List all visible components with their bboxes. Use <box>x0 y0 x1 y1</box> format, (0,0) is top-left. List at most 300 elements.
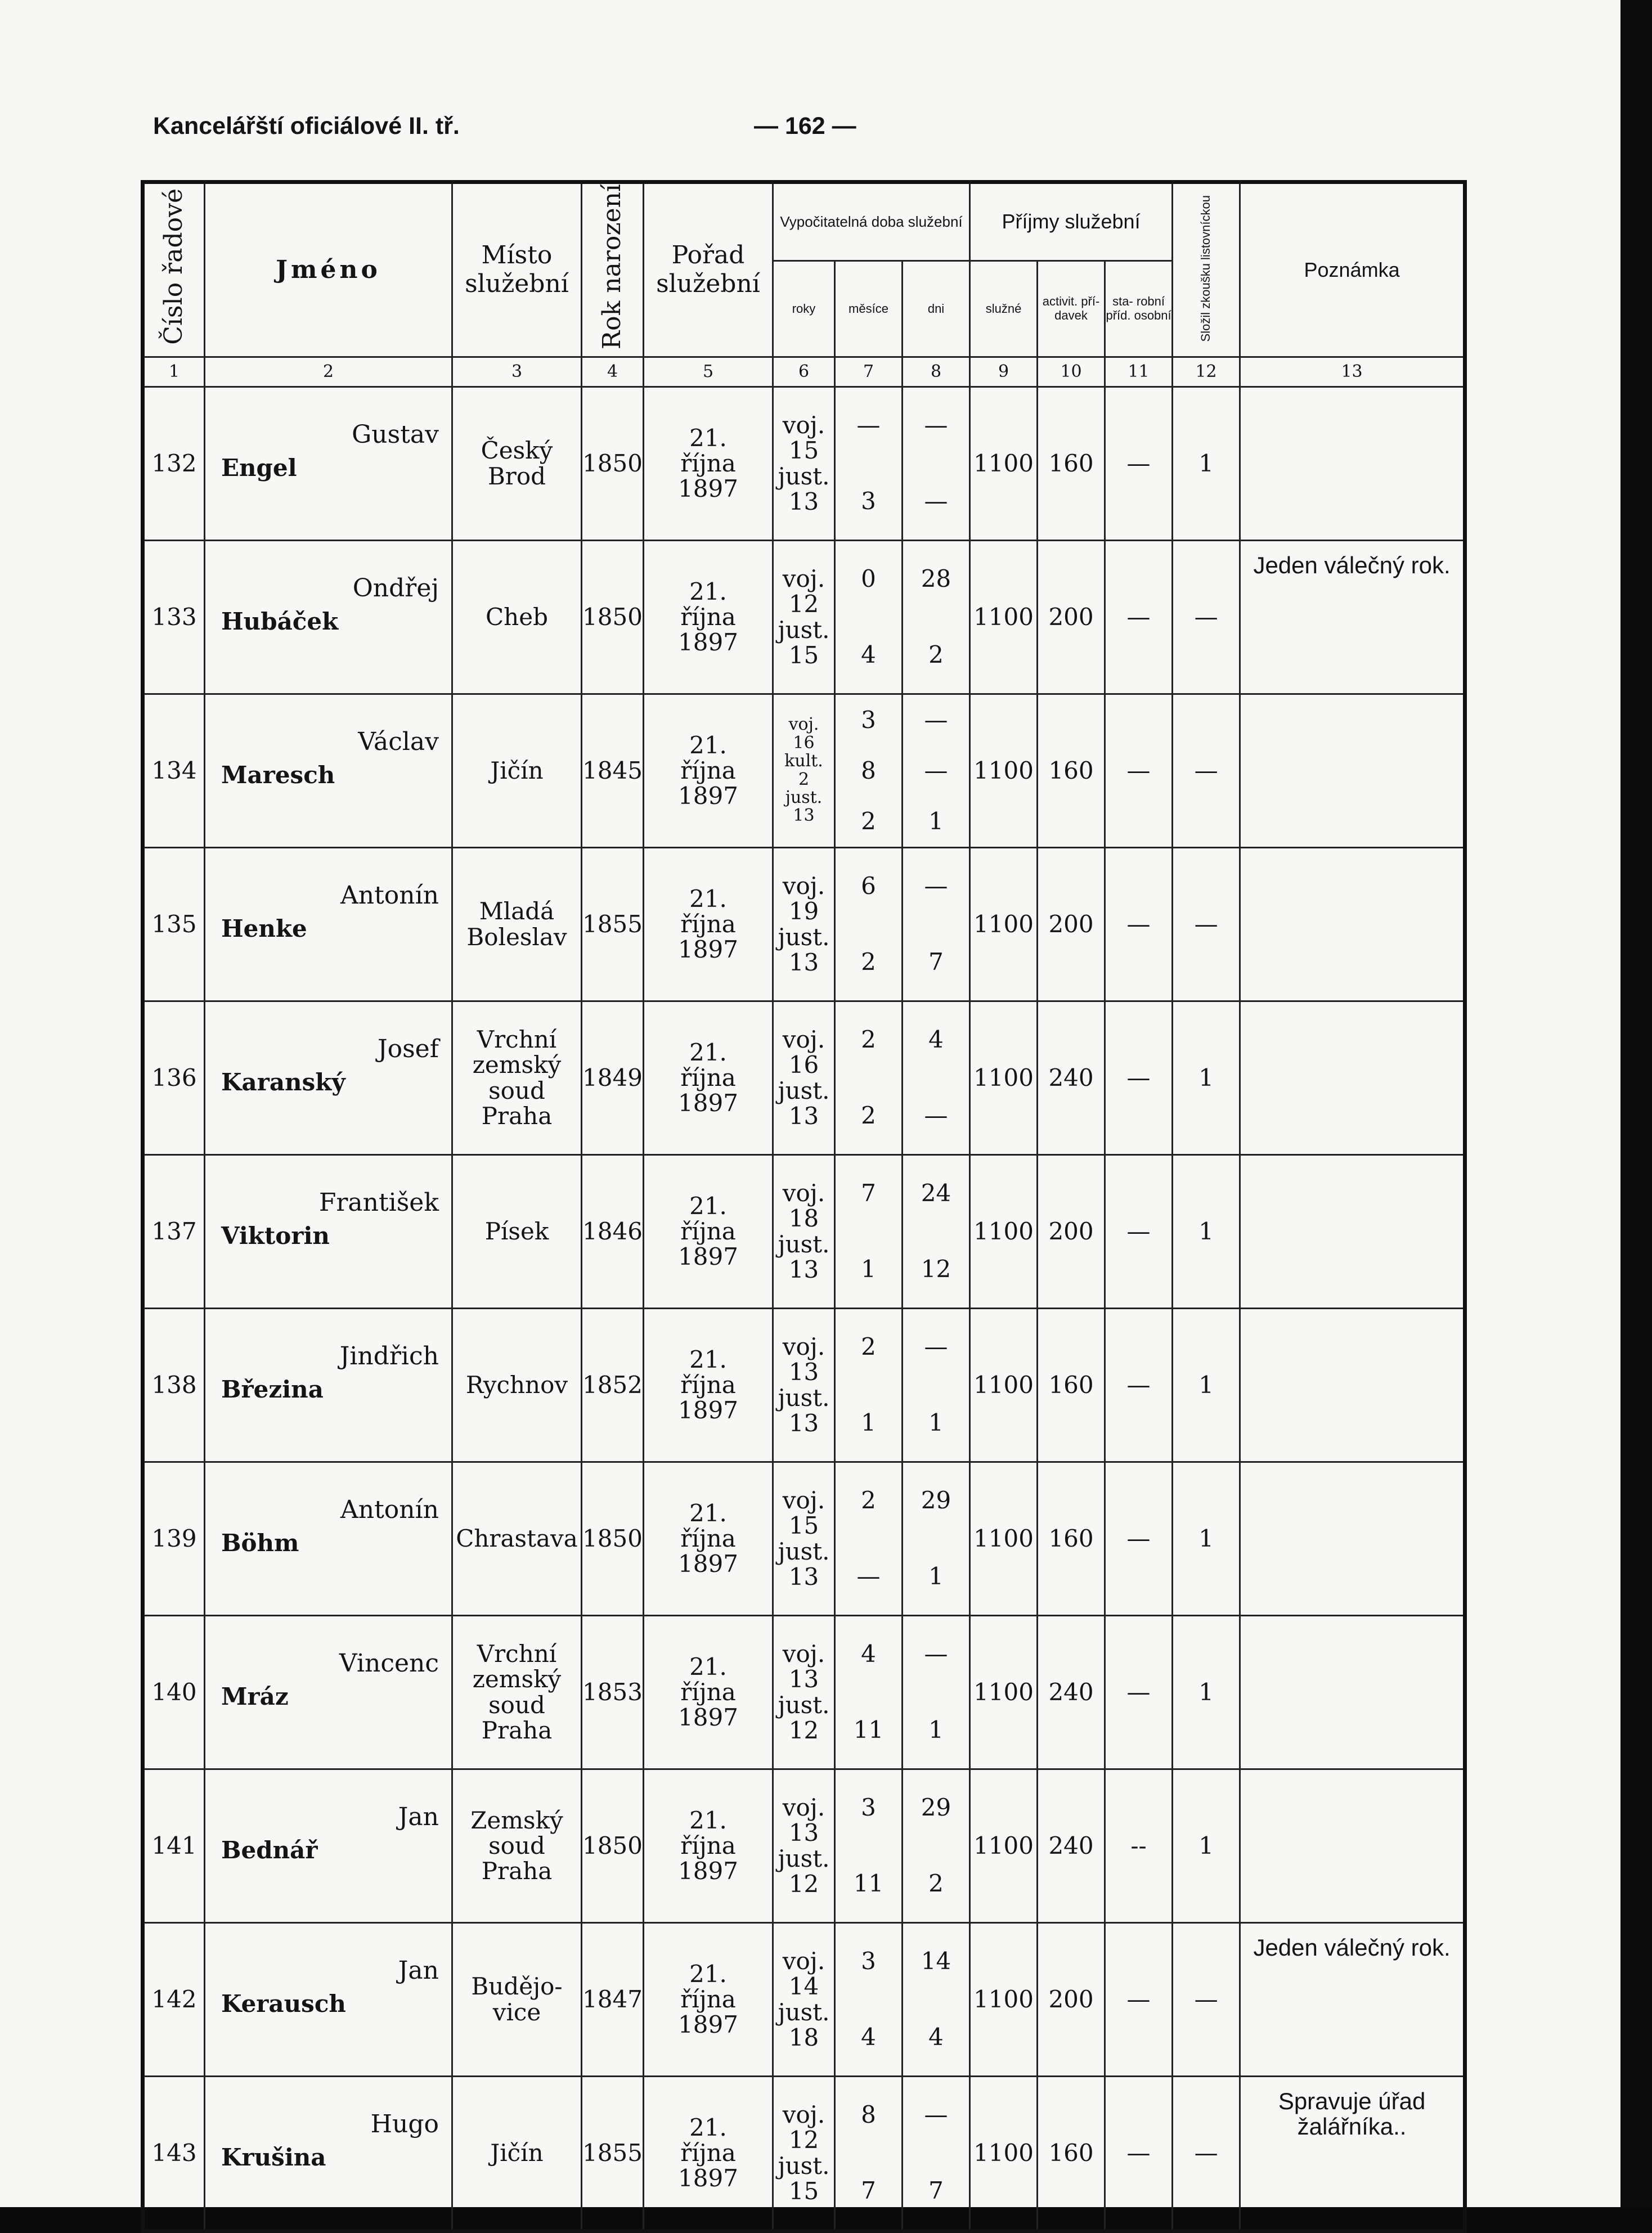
days-cell <box>903 1462 970 1615</box>
first-name: Hugo <box>370 2109 439 2138</box>
birth-year: 1850 <box>582 1462 644 1615</box>
years-line: voj. <box>782 871 825 900</box>
place-cell <box>452 694 582 847</box>
name-cell <box>205 540 452 694</box>
row-number: 139 <box>143 1462 205 1615</box>
months-cell <box>835 694 903 847</box>
order-line: 21. <box>689 2113 727 2141</box>
name-cell <box>205 1922 452 2076</box>
place-line: Vrchní <box>477 1639 557 1668</box>
row-number: 132 <box>143 387 205 540</box>
years-line: just. <box>778 1076 830 1104</box>
days-cell <box>903 1308 970 1462</box>
activity-allowance-cell: 240 <box>1038 1769 1105 1922</box>
col-number: 2 <box>205 357 452 387</box>
days-line: — <box>924 1102 948 1130</box>
activity-allowance-cell: 240 <box>1038 1001 1105 1154</box>
months-line: 2 <box>861 948 876 976</box>
col-cislo-header: Číslo řadové <box>143 182 205 357</box>
days-line: — <box>924 706 948 734</box>
days-cell <box>903 540 970 694</box>
months-line: 7 <box>861 1179 876 1207</box>
years-line: 13 <box>788 1409 819 1437</box>
months-line: 3 <box>861 706 876 734</box>
exam-cell: — <box>1173 540 1240 694</box>
order-line: 1897 <box>678 1396 738 1425</box>
note-cell <box>1240 1308 1465 1462</box>
place-cell <box>452 540 582 694</box>
order-line: 1897 <box>678 782 738 810</box>
years-cell <box>773 1922 835 2076</box>
table-row <box>143 1922 1465 2076</box>
col-zkouska-header: Složil zkoušku listovníckou <box>1173 182 1240 357</box>
months-cell <box>835 1001 903 1154</box>
salary-cell: 1100 <box>970 2076 1038 2231</box>
order-cell <box>644 2076 773 2231</box>
place-line: Písek <box>484 1217 549 1245</box>
days-line: 7 <box>928 2177 944 2205</box>
months-line: 3 <box>861 1794 876 1822</box>
table-row <box>143 387 1465 540</box>
order-line: 1897 <box>678 1704 738 1732</box>
surname: Karanský <box>221 1068 345 1096</box>
col-number: 8 <box>903 357 970 387</box>
place-line: Boleslav <box>466 923 567 951</box>
surname: Henke <box>221 914 307 942</box>
col-number: 3 <box>452 357 582 387</box>
note-cell <box>1240 1462 1465 1615</box>
years-line: voj. <box>782 1332 825 1360</box>
days-line: 29 <box>921 1794 951 1822</box>
activity-allowance-cell: 200 <box>1038 1154 1105 1308</box>
note-cell <box>1240 1615 1465 1769</box>
col-number: 12 <box>1173 357 1240 387</box>
years-line: just. <box>778 1537 830 1565</box>
seniority-allowance-cell: — <box>1105 540 1173 694</box>
birth-year: 1847 <box>582 1922 644 2076</box>
years-line: 15 <box>788 2177 819 2205</box>
col-vypocitatelna-header: Vypočitatelná doba služební <box>773 182 970 261</box>
years-line: 15 <box>788 437 819 465</box>
years-line: 12 <box>788 1870 819 1898</box>
table-row <box>143 1462 1465 1615</box>
place-line: Mladá <box>479 897 555 925</box>
place-line: Praha <box>481 1857 553 1885</box>
place-cell <box>452 1769 582 1922</box>
years-line: voj. <box>782 411 825 439</box>
birth-year: 1855 <box>582 2076 644 2231</box>
order-line: 21. <box>689 1192 727 1220</box>
months-line: 7 <box>861 2177 876 2205</box>
first-name: Gustav <box>352 420 439 449</box>
years-cell <box>773 540 835 694</box>
years-line: 12 <box>788 590 819 618</box>
order-line: 1897 <box>678 1550 738 1578</box>
order-line: 21. <box>689 424 727 452</box>
years-line: just. <box>778 1691 830 1719</box>
years-line: 2 <box>798 769 810 789</box>
place-line: Vrchní <box>477 1025 557 1053</box>
order-cell <box>644 1615 773 1769</box>
months-cell <box>835 847 903 1001</box>
years-cell <box>773 1462 835 1615</box>
first-name: Ondřej <box>352 573 439 603</box>
days-line: — <box>924 1640 948 1668</box>
table-row <box>143 1769 1465 1922</box>
years-line: just. <box>778 923 830 951</box>
row-number: 142 <box>143 1922 205 2076</box>
years-line: 13 <box>788 1665 819 1693</box>
table-row <box>143 1154 1465 1308</box>
months-cell <box>835 1462 903 1615</box>
years-line: 12 <box>788 1716 819 1744</box>
place-cell <box>452 1154 582 1308</box>
years-line: kult. <box>784 751 823 771</box>
salary-cell: 1100 <box>970 1001 1038 1154</box>
note-cell <box>1240 1769 1465 1922</box>
name-cell <box>205 2076 452 2231</box>
place-line: Chrastava <box>456 1524 578 1552</box>
years-line: 13 <box>788 1819 819 1847</box>
seniority-allowance-cell: — <box>1105 1615 1173 1769</box>
days-line: — <box>924 872 948 900</box>
months-line: 2 <box>861 807 876 835</box>
place-line: Rychnov <box>465 1371 568 1399</box>
years-line: voj. <box>782 1486 825 1514</box>
months-line: 8 <box>861 2101 876 2129</box>
days-line: — <box>924 411 948 439</box>
order-line: 21. <box>689 1499 727 1527</box>
months-cell <box>835 1922 903 2076</box>
table-row <box>143 540 1465 694</box>
days-line: — <box>924 487 948 515</box>
register-rows <box>143 387 1465 2231</box>
row-number: 133 <box>143 540 205 694</box>
years-line: voj. <box>782 1025 825 1053</box>
col-number: 1 <box>143 357 205 387</box>
years-line: voj. <box>788 715 819 735</box>
birth-year: 1850 <box>582 387 644 540</box>
months-line: 8 <box>861 756 876 784</box>
col-jmeno-header: Jméno <box>205 182 452 357</box>
row-number: 138 <box>143 1308 205 1462</box>
place-line: Budějo- <box>471 1973 563 2001</box>
place-line: zemský <box>472 1051 562 1079</box>
surname: Böhm <box>221 1529 299 1557</box>
place-line: vice <box>492 1998 541 2026</box>
order-cell <box>644 1769 773 1922</box>
table-row <box>143 1615 1465 1769</box>
years-line: just. <box>778 1230 830 1258</box>
years-cell <box>773 1001 835 1154</box>
years-line: just. <box>785 787 823 807</box>
days-cell <box>903 387 970 540</box>
col-number: 6 <box>773 357 835 387</box>
first-name: František <box>318 1188 439 1217</box>
row-number: 141 <box>143 1769 205 1922</box>
row-number: 134 <box>143 694 205 847</box>
place-line: soud <box>488 1691 545 1719</box>
place-cell <box>452 1922 582 2076</box>
note-cell <box>1240 1154 1465 1308</box>
col-roky-header: roky <box>773 260 835 357</box>
exam-cell: 1 <box>1173 1308 1240 1462</box>
order-line: října <box>680 1217 736 1245</box>
col-number: 11 <box>1105 357 1173 387</box>
birth-year: 1853 <box>582 1615 644 1769</box>
years-line: voj. <box>782 1179 825 1207</box>
seniority-allowance-cell: — <box>1105 1308 1173 1462</box>
table-row <box>143 1308 1465 1462</box>
days-line: 4 <box>928 2023 944 2051</box>
years-line: 13 <box>788 487 819 515</box>
order-line: 1897 <box>678 936 738 964</box>
exam-cell: 1 <box>1173 1154 1240 1308</box>
days-line: — <box>924 2101 948 2129</box>
col-number: 5 <box>644 357 773 387</box>
years-cell <box>773 387 835 540</box>
order-cell <box>644 540 773 694</box>
first-name: Václav <box>358 727 439 756</box>
order-line: 21. <box>689 1652 727 1681</box>
first-name: Josef <box>377 1034 439 1063</box>
note-cell <box>1240 387 1465 540</box>
order-line: 1897 <box>678 628 738 657</box>
order-line: 21. <box>689 577 727 605</box>
order-line: října <box>680 1985 736 2013</box>
years-line: voj. <box>782 1793 825 1821</box>
activity-allowance-cell: 200 <box>1038 540 1105 694</box>
col-mesice-header: měsíce <box>835 260 903 357</box>
page-number: — 162 — <box>754 113 856 140</box>
table-row <box>143 1001 1465 1154</box>
months-line: 3 <box>861 487 876 515</box>
col-number: 7 <box>835 357 903 387</box>
exam-cell: — <box>1173 2076 1240 2231</box>
days-line: 12 <box>921 1255 951 1283</box>
days-cell <box>903 847 970 1001</box>
col-number: 13 <box>1240 357 1465 387</box>
years-line: 16 <box>788 1051 819 1079</box>
years-line: 13 <box>788 1562 819 1590</box>
years-line: voj. <box>782 2100 825 2128</box>
years-cell <box>773 694 835 847</box>
col-porad-header: Pořad služební <box>644 182 773 357</box>
years-line: 13 <box>788 948 819 976</box>
order-line: října <box>680 2138 736 2167</box>
row-number: 140 <box>143 1615 205 1769</box>
seniority-allowance-cell: — <box>1105 1462 1173 1615</box>
salary-cell: 1100 <box>970 847 1038 1001</box>
order-line: října <box>680 910 736 938</box>
surname: Bednář <box>221 1836 318 1864</box>
salary-cell: 1100 <box>970 540 1038 694</box>
col-poznamka-header: Poznámka <box>1240 182 1465 357</box>
col-starobni-header: sta- robní příd. osobní <box>1105 260 1173 357</box>
days-line: 29 <box>921 1486 951 1515</box>
years-line: 18 <box>788 1205 819 1233</box>
place-line: soud <box>488 1831 545 1859</box>
salary-cell: 1100 <box>970 1308 1038 1462</box>
years-line: 16 <box>793 733 815 753</box>
months-line: 2 <box>861 1333 876 1361</box>
exam-cell: — <box>1173 847 1240 1001</box>
name-cell <box>205 387 452 540</box>
seniority-allowance-cell: — <box>1105 694 1173 847</box>
place-line: Zemský <box>470 1806 563 1834</box>
surname: Kerausch <box>221 1989 346 2018</box>
exam-cell: 1 <box>1173 1462 1240 1615</box>
note-cell: Spravuje úřad žalářníka.. <box>1240 2076 1465 2231</box>
months-line: 1 <box>861 1255 876 1283</box>
months-line: 3 <box>861 1947 876 1975</box>
place-cell <box>452 847 582 1001</box>
scan-edge <box>1620 0 1652 2207</box>
surname: Viktorin <box>221 1221 330 1250</box>
note-cell: Jeden válečný rok. <box>1240 1922 1465 2076</box>
months-line: 4 <box>861 1640 876 1668</box>
days-cell <box>903 2076 970 2231</box>
name-cell <box>205 1615 452 1769</box>
order-line: října <box>680 1524 736 1552</box>
activity-allowance-cell: 200 <box>1038 1922 1105 2076</box>
order-line: 1897 <box>678 2164 738 2192</box>
place-line: Jičín <box>490 2138 544 2167</box>
name-cell <box>205 847 452 1001</box>
months-line: — <box>856 1562 881 1590</box>
months-cell <box>835 1769 903 1922</box>
order-cell <box>644 1462 773 1615</box>
birth-year: 1845 <box>582 694 644 847</box>
exam-cell: 1 <box>1173 1001 1240 1154</box>
note-cell <box>1240 847 1465 1001</box>
years-line: just. <box>778 2151 830 2180</box>
first-name: Jan <box>398 1802 439 1831</box>
row-number: 137 <box>143 1154 205 1308</box>
salary-cell: 1100 <box>970 1462 1038 1615</box>
years-line: 13 <box>788 1358 819 1386</box>
order-line: října <box>680 756 736 784</box>
col-misto-header: Místo služební <box>452 182 582 357</box>
first-name: Vincenc <box>339 1648 439 1678</box>
place-line: Jičín <box>490 756 544 784</box>
activity-allowance-cell: 200 <box>1038 847 1105 1001</box>
place-cell <box>452 1308 582 1462</box>
years-line: voj. <box>782 1639 825 1668</box>
days-cell <box>903 694 970 847</box>
col-activit-header: activit. pří- davek <box>1038 260 1105 357</box>
seniority-allowance-cell: — <box>1105 387 1173 540</box>
activity-allowance-cell: 160 <box>1038 387 1105 540</box>
column-number-row <box>143 357 1465 387</box>
name-cell <box>205 1769 452 1922</box>
col-number: 9 <box>970 357 1038 387</box>
surname: Mráz <box>221 1682 289 1710</box>
seniority-allowance-cell: -- <box>1105 1769 1173 1922</box>
col-number: 10 <box>1038 357 1105 387</box>
place-cell <box>452 1001 582 1154</box>
months-line: 4 <box>861 641 876 669</box>
place-line: soud <box>488 1076 545 1104</box>
months-line: 2 <box>861 1486 876 1515</box>
order-line: října <box>680 1678 736 1706</box>
activity-allowance-cell: 160 <box>1038 1462 1105 1615</box>
days-cell <box>903 1922 970 2076</box>
months-cell <box>835 1154 903 1308</box>
years-line: just. <box>778 1998 830 2026</box>
name-cell <box>205 1462 452 1615</box>
name-cell <box>205 1154 452 1308</box>
row-number: 136 <box>143 1001 205 1154</box>
days-line: 24 <box>921 1179 951 1207</box>
days-cell <box>903 1769 970 1922</box>
birth-year: 1846 <box>582 1154 644 1308</box>
months-line: 4 <box>861 2023 876 2051</box>
col-prijmy-header: Příjmy služební <box>970 182 1173 261</box>
days-line: 1 <box>928 1716 944 1744</box>
days-line: 1 <box>928 1409 944 1437</box>
days-cell <box>903 1615 970 1769</box>
months-cell <box>835 1308 903 1462</box>
place-line: Český <box>481 437 553 465</box>
order-line: 21. <box>689 1960 727 1988</box>
place-cell <box>452 2076 582 2231</box>
order-cell <box>644 1001 773 1154</box>
order-cell <box>644 694 773 847</box>
years-line: just. <box>778 615 830 644</box>
months-line: 11 <box>853 1716 884 1744</box>
first-name: Antonín <box>340 880 439 910</box>
days-line: 4 <box>928 1026 944 1054</box>
years-cell <box>773 1769 835 1922</box>
surname: Krušina <box>221 2143 326 2171</box>
months-line: 2 <box>861 1102 876 1130</box>
note-cell <box>1240 1001 1465 1154</box>
months-cell <box>835 2076 903 2231</box>
order-line: 21. <box>689 1345 727 1373</box>
exam-cell: — <box>1173 694 1240 847</box>
first-name: Jindřich <box>339 1341 439 1371</box>
order-cell <box>644 387 773 540</box>
days-line: — <box>924 1333 948 1361</box>
order-line: října <box>680 449 736 477</box>
years-line: 13 <box>788 1255 819 1283</box>
order-line: 1897 <box>678 1243 738 1271</box>
place-line: zemský <box>472 1665 562 1693</box>
years-line: voj. <box>782 1947 825 1975</box>
order-line: 21. <box>689 1806 727 1834</box>
place-line: Brod <box>487 462 546 490</box>
months-line: 11 <box>853 1870 884 1898</box>
surname: Březina <box>221 1375 324 1403</box>
row-number: 143 <box>143 2076 205 2231</box>
salary-cell: 1100 <box>970 387 1038 540</box>
months-line: 0 <box>861 565 876 593</box>
months-line: 6 <box>861 872 876 900</box>
days-line: 2 <box>928 641 944 669</box>
years-line: just. <box>778 1383 830 1412</box>
years-line: 13 <box>788 1102 819 1130</box>
first-name: Jan <box>398 1956 439 1985</box>
order-cell <box>644 1308 773 1462</box>
seniority-allowance-cell: — <box>1105 847 1173 1001</box>
order-line: 1897 <box>678 1857 738 1885</box>
years-line: 15 <box>788 641 819 669</box>
days-line: 14 <box>921 1947 951 1975</box>
years-cell <box>773 1154 835 1308</box>
place-line: Praha <box>481 1716 553 1744</box>
years-cell <box>773 2076 835 2231</box>
